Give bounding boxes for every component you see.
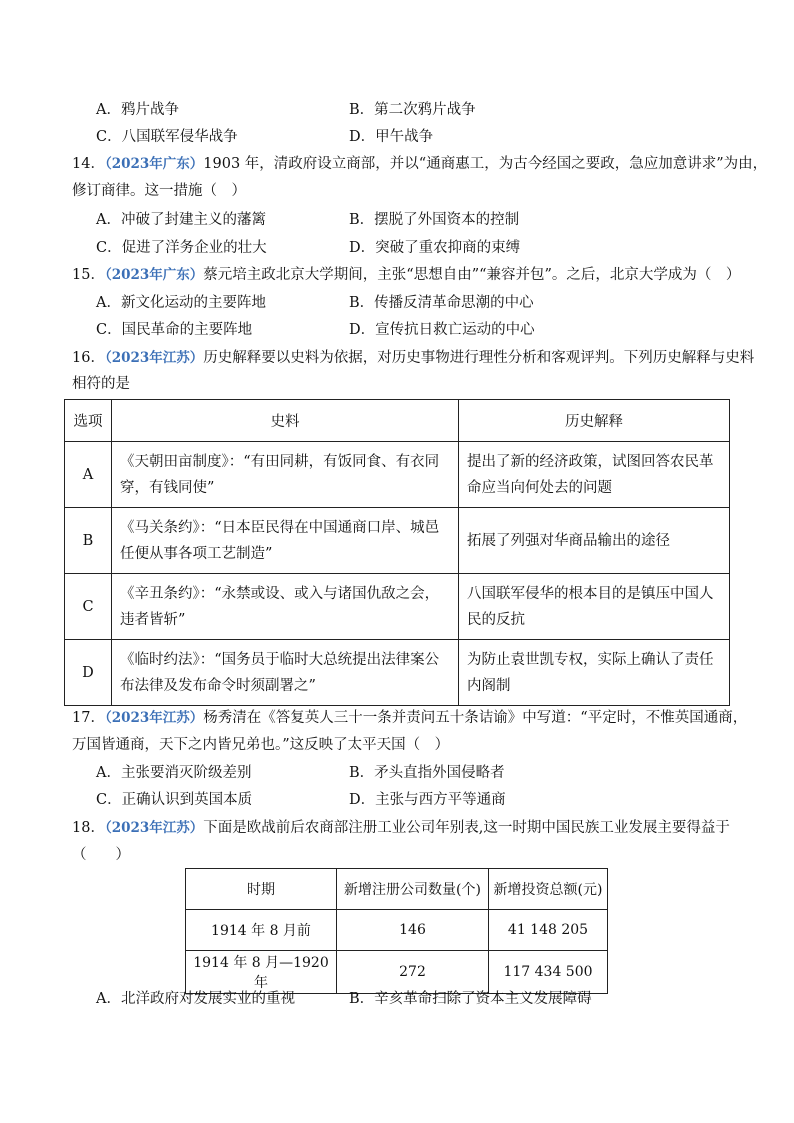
investment-cell: 117 434 500 bbox=[489, 951, 608, 994]
table-header: 史料 bbox=[112, 400, 459, 442]
question-stem: 1903 年，清政府设立商部，并以“通商惠工，为古今经国之要政，急应加意讲求”为由， bbox=[203, 156, 768, 172]
table-header: 时期 bbox=[186, 869, 337, 910]
period-cell: 1914 年 8 月前 bbox=[186, 910, 337, 951]
option-text: 矛头直指外国侵略者 bbox=[374, 765, 505, 781]
option-letter: D． bbox=[349, 322, 376, 338]
option-letter: A． bbox=[96, 295, 121, 311]
table-header: 新增投资总额(元) bbox=[489, 869, 608, 910]
q14-option-d bbox=[349, 238, 520, 258]
q13-option-d bbox=[349, 127, 433, 147]
table-header-row bbox=[65, 400, 730, 442]
option-text: 新文化运动的主要阵地 bbox=[120, 295, 266, 311]
table-header: 新增注册公司数量(个) bbox=[337, 869, 489, 910]
period-cell: 1914 年 8 月—1920 年 bbox=[186, 951, 337, 994]
question-stem: 历史解释要以史料为依据，对历史事物进行理性分析和客观评判。下列历史解释与史料 bbox=[203, 350, 755, 366]
option-text: 八国联军侵华战争 bbox=[121, 129, 238, 145]
option-letter: C． bbox=[96, 129, 122, 145]
q15-option-c bbox=[96, 320, 252, 340]
option-text: 鸦片战争 bbox=[120, 102, 179, 118]
explanation-cell: 提出了新的经济政策，试图回答农民革命应当向何处去的问题 bbox=[459, 442, 730, 508]
option-letter: B． bbox=[349, 295, 375, 311]
table-header: 历史解释 bbox=[459, 400, 730, 442]
option-letter: A． bbox=[96, 991, 121, 1007]
question-number: 14． bbox=[72, 156, 105, 172]
option-text: 北洋政府对发展实业的重视 bbox=[120, 991, 295, 1007]
option-text: 第二次鸦片战争 bbox=[374, 102, 476, 118]
option-letter: C． bbox=[96, 240, 122, 256]
q15-option-d bbox=[349, 320, 535, 340]
source-tag: （2023年江苏） bbox=[104, 350, 204, 366]
explanation-cell: 八国联军侵华的根本目的是镇压中国人民的反抗 bbox=[459, 574, 730, 640]
q14-stem-line2: 修订商律。这一措施（ ） bbox=[72, 183, 246, 199]
question-stem: 蔡元培主政北京大学期间，主张“思想自由”“兼容并包”。之后，北京大学成为（ ） bbox=[203, 267, 741, 283]
source-tag: （2023年江苏） bbox=[104, 710, 204, 726]
source-cell: 《临时约法》：“国务员于临时大总统提出法律案公布法律及发布命令时须副署之” bbox=[112, 640, 459, 706]
option-letter: D． bbox=[349, 792, 376, 808]
q15-stem-line1 bbox=[72, 265, 740, 285]
explanation-cell: 为防止袁世凯专权，实际上确认了责任内阁制 bbox=[459, 640, 730, 706]
q18-option-b bbox=[349, 989, 592, 1009]
q13-option-b bbox=[349, 100, 476, 120]
source-tag: （2023年广东） bbox=[104, 267, 204, 283]
question-stem: 下面是欧战前后农商部注册工业公司年别表,这一时期中国民族工业发展主要得益于 bbox=[203, 820, 730, 836]
q14-option-b bbox=[349, 210, 519, 230]
option-text: 甲午战争 bbox=[375, 129, 434, 145]
option-letter: C． bbox=[96, 322, 122, 338]
option-letter: B． bbox=[349, 212, 375, 228]
option-text: 摆脱了外国资本的控制 bbox=[374, 212, 520, 228]
q14-option-c bbox=[96, 238, 267, 258]
q17-option-c bbox=[96, 790, 252, 810]
explanation-cell: 拓展了列强对华商品输出的途径 bbox=[459, 508, 730, 574]
q17-option-a bbox=[96, 763, 251, 783]
option-cell: D bbox=[65, 640, 112, 706]
option-text: 冲破了封建主义的藩篱 bbox=[120, 212, 266, 228]
q14-option-a bbox=[96, 210, 266, 230]
option-cell: C bbox=[65, 574, 112, 640]
table-header-row bbox=[186, 869, 608, 910]
source-cell: 《辛丑条约》：“永禁或设、或入与诸国仇敌之会，违者皆斩” bbox=[112, 574, 459, 640]
source-tag: （2023年江苏） bbox=[104, 820, 204, 836]
q15-option-a bbox=[96, 293, 266, 313]
question-stem: 杨秀清在《答复英人三十一条并责问五十条诘谕》中写道：“平定时，不惟英国通商， bbox=[203, 710, 748, 726]
source-cell: 《马关条约》：“日本臣民得在中国通商口岸、城邑任便从事各项工艺制造” bbox=[112, 508, 459, 574]
table-row bbox=[186, 910, 608, 951]
q18-stem-line1 bbox=[72, 818, 730, 838]
question-number: 18． bbox=[72, 820, 105, 836]
q16-table bbox=[64, 399, 730, 706]
question-number: 15． bbox=[72, 267, 105, 283]
option-letter: D． bbox=[349, 129, 376, 145]
table-row bbox=[65, 442, 730, 508]
option-text: 主张要消灭阶级差别 bbox=[120, 765, 252, 781]
table-row bbox=[65, 574, 730, 640]
option-letter: B． bbox=[349, 765, 375, 781]
option-text: 传播反清革命思潮的中心 bbox=[374, 295, 534, 311]
q16-stem-line1 bbox=[72, 348, 754, 368]
q13-option-c bbox=[96, 127, 238, 147]
option-letter: D． bbox=[349, 240, 376, 256]
q18-option-a bbox=[96, 989, 295, 1009]
option-letter: A． bbox=[96, 765, 121, 781]
option-letter: B． bbox=[349, 991, 375, 1007]
option-letter: B． bbox=[349, 102, 375, 118]
option-text: 正确认识到英国本质 bbox=[121, 792, 253, 808]
q18-stem-line2: （ ） bbox=[72, 847, 130, 863]
count-cell: 272 bbox=[337, 951, 489, 994]
option-text: 促进了洋务企业的壮大 bbox=[121, 240, 267, 256]
q17-stem-line2: 万国皆通商，天下之内皆兄弟也。”这反映了太平天国（ ） bbox=[72, 737, 450, 753]
q13-option-a bbox=[96, 100, 179, 120]
question-number: 17． bbox=[72, 710, 105, 726]
q18-table bbox=[185, 868, 608, 994]
question-number: 16． bbox=[72, 350, 105, 366]
q17-stem-line1 bbox=[72, 708, 747, 728]
option-cell: B bbox=[65, 508, 112, 574]
investment-cell: 41 148 205 bbox=[489, 910, 608, 951]
table-row bbox=[186, 951, 608, 994]
option-letter: A． bbox=[96, 212, 121, 228]
table-row bbox=[65, 640, 730, 706]
option-text: 突破了重农抑商的束缚 bbox=[375, 240, 521, 256]
option-cell: A bbox=[65, 442, 112, 508]
q15-option-b bbox=[349, 293, 534, 313]
option-text: 国民革命的主要阵地 bbox=[121, 322, 253, 338]
option-letter: A． bbox=[96, 102, 121, 118]
count-cell: 146 bbox=[337, 910, 489, 951]
source-tag: （2023年广东） bbox=[104, 156, 204, 172]
option-text: 主张与西方平等通商 bbox=[375, 792, 506, 808]
table-row bbox=[65, 508, 730, 574]
option-text: 辛亥革命扫除了资本主义发展障碍 bbox=[374, 991, 592, 1007]
q14-stem-line1 bbox=[72, 154, 767, 174]
option-text: 宣传抗日救亡运动的中心 bbox=[375, 322, 535, 338]
q17-option-d bbox=[349, 790, 506, 810]
table-header: 选项 bbox=[65, 400, 112, 442]
q16-stem-line2: 相符的是 bbox=[72, 376, 130, 392]
option-letter: C． bbox=[96, 792, 122, 808]
q17-option-b bbox=[349, 763, 505, 783]
source-cell: 《天朝田亩制度》：“有田同耕，有饭同食、有衣同穿，有钱同使” bbox=[112, 442, 459, 508]
